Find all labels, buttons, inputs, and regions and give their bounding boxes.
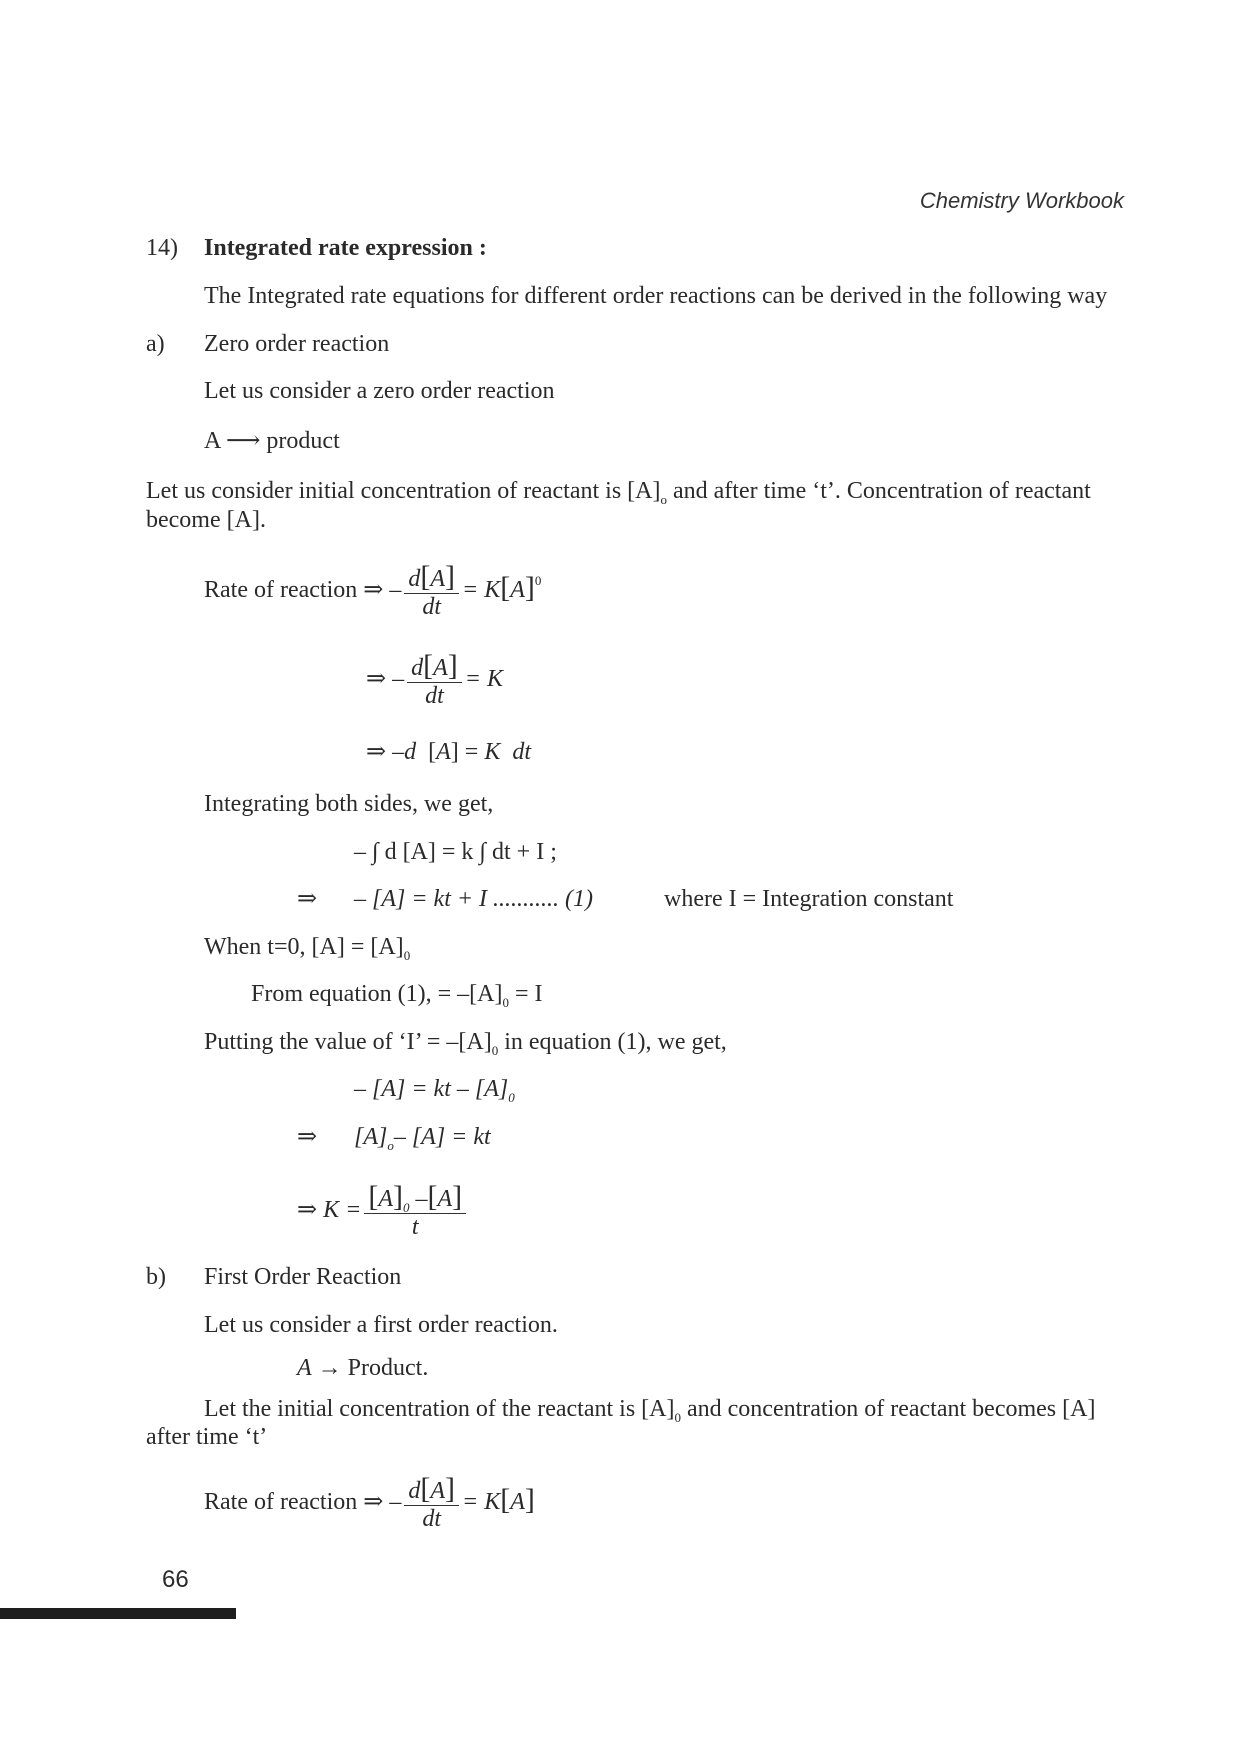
- first-product: Product.: [347, 1355, 429, 1381]
- intro-text: The Integrated rate equations for different order reactions can be derived in the following way: [204, 283, 1108, 309]
- footer-bar: [0, 1608, 236, 1619]
- zero-reaction: [204, 426, 340, 456]
- page-number: 66: [162, 1566, 189, 1593]
- first-consider-text: Let us consider a first order reaction.: [204, 1312, 558, 1338]
- zero-rate-label: Rate of reaction ⇒: [204, 577, 384, 604]
- reaction-arrow: ⟶: [226, 428, 261, 454]
- zero-initial-line2: become [A].: [146, 507, 266, 533]
- first-reaction: [297, 1353, 428, 1383]
- zero-rate-equation-3: ⇒ –d [A] = K dt: [366, 739, 531, 765]
- zero-reactant: A: [204, 428, 221, 454]
- first-reaction-arrow: →: [317, 1355, 342, 1381]
- equation-3: $[A]_o-$ [A] = kt: [354, 1124, 491, 1153]
- first-order-label: b): [146, 1264, 166, 1290]
- implies-arrow-2: ⇒: [297, 1124, 318, 1150]
- zero-initial-line1: Let us consider initial concentration of reactant is $[A]_o$ and after time ‘t’. Concentration of reactant: [146, 478, 1091, 507]
- integrating-text: Integrating both sides, we get,: [204, 791, 494, 817]
- zero-rate-equation-2: ⇒ – $\frac{d[A]}{dt}$ = K: [366, 649, 503, 709]
- zero-rate-equation: Rate of reaction ⇒ – $\frac{d[A]}{dt}$ = $K[A]^0$: [204, 560, 542, 620]
- equation-2: – [A] = kt – $[A]_0$: [354, 1076, 515, 1105]
- zero-consider-text: Let us consider a zero order reaction: [204, 378, 555, 404]
- rate-constant-formula: ⇒ K = $\frac{[A]_0 -[A]}{t}$: [297, 1183, 469, 1240]
- integral-equation: – ∫ d [A] = k ∫ dt + I ;: [354, 839, 557, 865]
- section-number: 14): [146, 235, 178, 261]
- putting-value-line: Putting the value of ‘I’ = $-[A]_0$ in equation (1), we get,: [204, 1029, 727, 1058]
- first-rate-label: Rate of reaction ⇒: [204, 1489, 384, 1516]
- first-rate-equation: Rate of reaction ⇒ – $\frac{d[A]}{dt}$ = K[A]: [204, 1472, 535, 1532]
- zero-order-title: Zero order reaction: [204, 331, 390, 357]
- implies-arrow-1: ⇒: [297, 886, 318, 912]
- equation-1: – [A] = kt + I ........... (1): [354, 886, 594, 912]
- zero-order-label: a): [146, 331, 165, 357]
- when-condition: When t=0, $[A] = [A]_0$: [204, 934, 411, 963]
- integration-constant-note: where I = Integration constant: [664, 886, 954, 912]
- zero-product: product: [266, 428, 340, 454]
- from-equation-line: From equation (1), = $-[A]_0 = I$: [251, 981, 543, 1010]
- first-reactant: A: [297, 1355, 312, 1381]
- first-order-title: First Order Reaction: [204, 1264, 402, 1290]
- section-title: Integrated rate expression :: [204, 235, 487, 261]
- running-header: Chemistry Workbook: [919, 188, 1124, 213]
- first-initial-line2: after time ‘t’: [146, 1424, 268, 1450]
- first-initial-line1: Let the initial concentration of the reactant is $[A]_0$ and concentration of reactant becomes [A]: [204, 1396, 1096, 1425]
